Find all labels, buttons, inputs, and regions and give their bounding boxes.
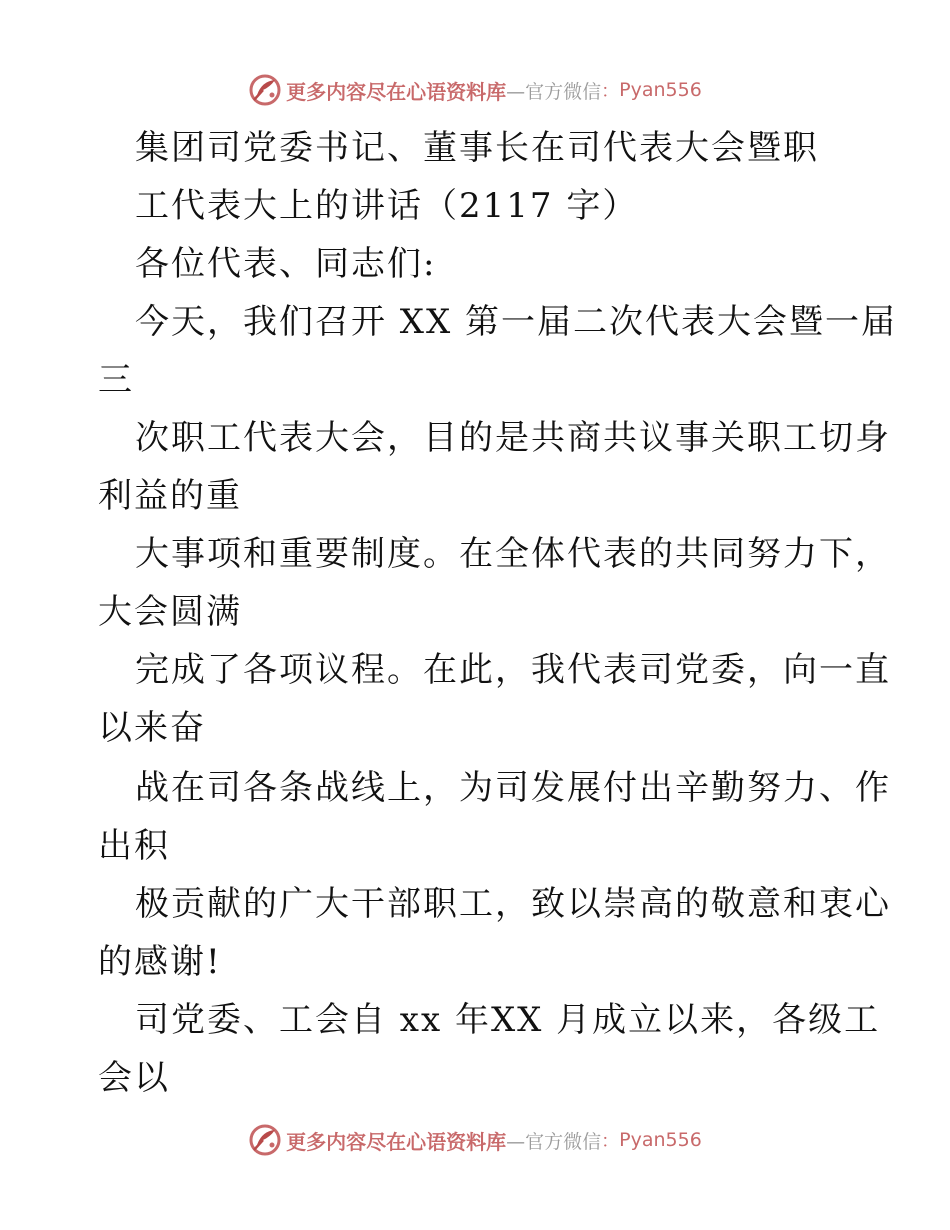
body-line: 以来奋 [98, 708, 206, 748]
body-line: 大事项和重要制度。在全体代表的共同努力下， [135, 534, 891, 574]
body-line: 三 [98, 360, 134, 400]
banner-title: 更多内容尽在心语资料库 [286, 1129, 507, 1154]
title-line-2: 工代表大上的讲话（2117 字） [135, 186, 639, 226]
title-line-1: 集团司党委书记、董事长在司代表大会暨职 [135, 128, 819, 168]
footer-banner [0, 1120, 950, 1160]
body-line: 次职工代表大会，目的是共商共议事关职工切身 [135, 418, 891, 458]
body-line: 极贡献的广大干部职工，致以崇高的敬意和衷心 [135, 884, 891, 924]
salutation: 各位代表、同志们: [135, 244, 437, 284]
banner-wechat-label: —官方微信 [506, 1130, 602, 1153]
banner-colon: ： [601, 1131, 620, 1152]
logo-icon [248, 1123, 282, 1157]
body-line: 完成了各项议程。在此，我代表司党委，向一直 [135, 650, 891, 690]
body-line: 利益的重 [98, 476, 242, 516]
body-line: 战在司各条战线上，为司发展付出辛勤努力、作 [135, 768, 891, 808]
header-banner [0, 70, 950, 110]
body-line: 的感谢! [98, 942, 222, 982]
banner-wechat-label: —官方微信 [506, 80, 602, 103]
body-line: 司党委、工会自 xx 年XX 月成立以来，各级工 [135, 1000, 881, 1040]
logo-icon [248, 73, 282, 107]
banner-title: 更多内容尽在心语资料库 [286, 79, 507, 104]
banner-colon: ： [601, 81, 620, 102]
body-line: 会以 [98, 1058, 170, 1098]
body-line: 出积 [98, 826, 170, 866]
body-line: 大会圆满 [98, 592, 242, 632]
banner-wechat-id: Pyan556 [619, 1129, 702, 1151]
body-line: 今天，我们召开 XX 第一届二次代表大会暨一届 [135, 302, 898, 342]
banner-wechat-id: Pyan556 [619, 79, 702, 101]
